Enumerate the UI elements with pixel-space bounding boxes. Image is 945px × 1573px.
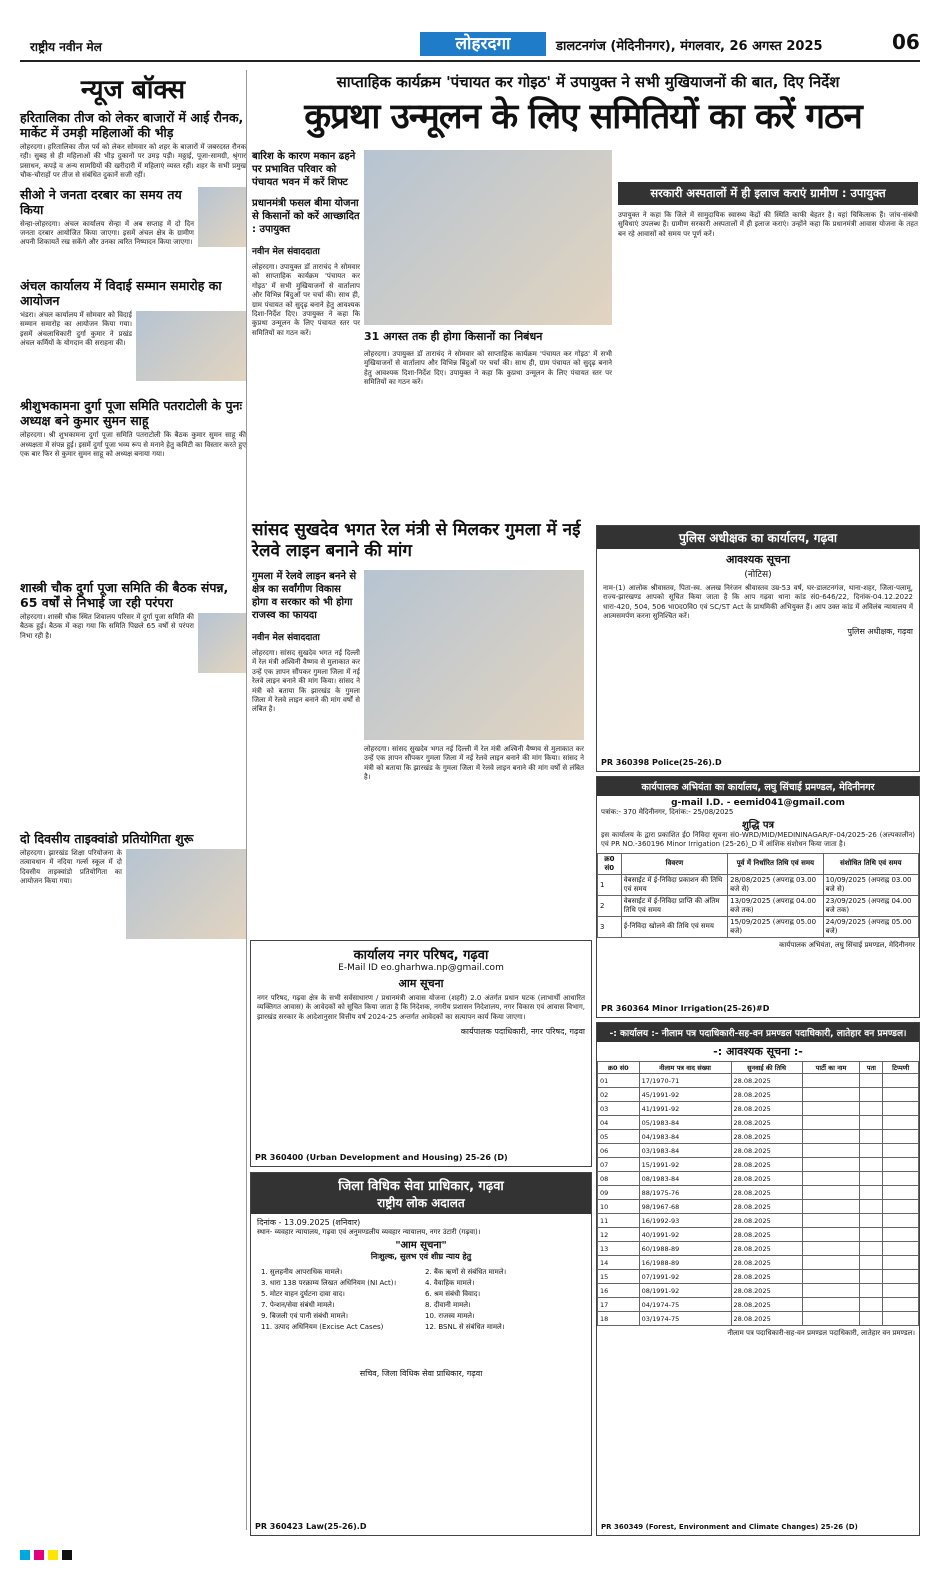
table-cell (883, 1088, 919, 1102)
table-header: संशोधित तिथि एवं समय (823, 853, 918, 874)
table-cell (802, 1088, 860, 1102)
municipal-office: कार्यालय नगर परिषद, गढ़वा (353, 948, 489, 963)
table-cell: 04 (598, 1116, 640, 1130)
section-label: लोहरदगा (420, 32, 546, 56)
legal-tagline: निःशुल्क, सुलभ एवं शीघ्र न्याय हेतु (370, 1252, 472, 1261)
table-cell: 28.08.2025 (731, 1088, 802, 1102)
table-row (598, 1074, 919, 1088)
table-cell (883, 1144, 919, 1158)
case-type: 9. बिजली एवं पानी संबंधी मामले। (261, 1312, 349, 1320)
farewell-photo (136, 311, 246, 381)
table-cell (883, 1186, 919, 1200)
table-cell: 18 (598, 1312, 640, 1326)
table-header: सुनवाई की तिथि (731, 1062, 802, 1074)
table-row (598, 1102, 919, 1116)
table-cell: 3 (598, 916, 622, 937)
table-cell (883, 1074, 919, 1088)
municipal-title: आम सूचना (398, 977, 444, 990)
table-header: टिप्पणी (883, 1062, 919, 1074)
case-type: 6. श्रम संबंधी विवाद। (425, 1290, 481, 1298)
table-cell (883, 1200, 919, 1214)
table-cell: 13 (598, 1242, 640, 1256)
table-cell (802, 1116, 860, 1130)
news-headline: शास्त्री चौक दुर्गा पूजा समिति की बैठक संपन्न, 65 वर्षों से निभाई जा रही परंपरा (20, 579, 229, 610)
table-cell: 98/1967-68 (639, 1200, 731, 1214)
auction-sign: नीलाम पत्र पदाधिकारी-सह-वन प्रमण्डल पदाधिकारी, लातेहार वन प्रमण्डल। (727, 1329, 915, 1337)
table-cell: 17/1970-71 (639, 1074, 731, 1088)
table-cell (883, 1298, 919, 1312)
table-cell: 15/09/2025 (अपराह्न 05.00 बजे) (728, 916, 823, 937)
irrigation-notice (596, 776, 920, 1018)
table-cell: 08/1991-92 (639, 1284, 731, 1298)
auction-code: PR 360349 (Forest, Environment and Climate Changes) 25-26 (D) (601, 1523, 858, 1531)
rail-byline: नवीन मेल संवाददाता (252, 633, 320, 643)
news-headline: अंचल कार्यालय में विदाई सम्मान समारोह का आयोजन (20, 277, 222, 308)
table-header: विवरण (621, 853, 727, 874)
table-row (598, 1298, 919, 1312)
table-row (598, 1186, 919, 1200)
page-number: 06 (892, 30, 920, 54)
table-cell: 28.08.2025 (731, 1214, 802, 1228)
dateline: डालटनगंज (मेदिनीनगर), मंगलवार, 26 अगस्त 2025 (556, 39, 823, 54)
table-cell: 08 (598, 1172, 640, 1186)
table-cell (802, 1130, 860, 1144)
news-body: भंडरा। अंचल कार्यालय में सोमवार को विदाई सम्मान समारोह का आयोजन किया गया। इसमें अंचलाधिकारी दुर्गा कुमार ने प्रखंड अंचल कर्मियों के योगदान की सराहना की। (20, 310, 132, 348)
table-cell: 15 (598, 1270, 640, 1284)
table-cell (883, 1242, 919, 1256)
table-cell: 23/09/2025 (अपराह्न 04.00 बजे तक) (823, 895, 918, 916)
auction-notice (596, 1022, 920, 1536)
table-cell: 08/1983-84 (639, 1172, 731, 1186)
police-body: नाम-(1) आलोक श्रीवास्तव, पिता-स्व. अलख निरंजन श्रीवास्तव उम्र-53 वर्ष, घर-डालटनगंज, थाना-शहर, जिला-पलामू, राज्य-झारखण्ड आपको सूचित किया जाता है कि आप गढ़वा थाना कांड सं0-646/22, दिनांक-04.12.2022 धारा-420, 504, 506 भा0द0वि0 एवं SC/ST Act के प्राथमिकी अभियुक्त हैं। आप उक्त कांड में अविलंब न्यायालय में आत्मसमर्पण करना सुनिश्चित करें। (603, 584, 913, 621)
table-cell: 28.08.2025 (731, 1116, 802, 1130)
table-cell: 28/08/2025 (अपराह्न 03.00 बजे से) (728, 874, 823, 895)
main-story (252, 150, 612, 530)
rail-headline: सांसद सुखदेव भगत रेल मंत्री से मिलकर गुमला में नई रेलवे लाइन बनाने की मांग (252, 520, 581, 561)
table-row (598, 1270, 919, 1284)
table-cell (860, 1284, 883, 1298)
table-cell: 28.08.2025 (731, 1172, 802, 1186)
table-cell: 03/1983-84 (639, 1144, 731, 1158)
news-body: लोहरदगा। शास्त्री चौक स्थित शिवालय परिसर में दुर्गा पूजा समिति की बैठक हुई। बैठक में कहा गया कि समिति पिछले 65 वर्षों से परंपरा निभा रही है। (20, 612, 194, 640)
case-type: 2. बैंक ऋणों से संबंधित मामले। (425, 1268, 507, 1276)
table-cell (883, 1228, 919, 1242)
rail-body: लोहरदगा। सांसद सुखदेव भगत नई दिल्ली में रेल मंत्री अश्विनी वैष्णव से मुलाकात कर उन्हें एक ज्ञापन सौंपकर गुमला जिला में नई रेलवे लाइन बनाने की मांग किया। सांसद ने मंत्री को बताया कि झारखंड के गुमला जिला में रेलवे लाइन बनाने की मांग वर्षों से लंबित है। (252, 649, 360, 714)
table-cell (883, 1116, 919, 1130)
main-kicker: साप्ताहिक कार्यक्रम 'पंचायत कर गोइठ' में उपायुक्त ने सभी मुखियाजनों की बात, दिए निर्देश (336, 73, 840, 91)
main-bullet: बारिश के कारण मकान ढहने पर प्रभावित परिवार को पंचायत भवन में करें शिफ्ट (252, 151, 356, 188)
news-item (20, 110, 246, 181)
hospital-story (618, 182, 918, 522)
table-cell: वेबसाईट में ई-निविदा प्राप्ति की अंतिम तिथि एवं समय (621, 895, 727, 916)
table-cell: 40/1991-92 (639, 1228, 731, 1242)
police-code: PR 360398 Police(25-26).D (601, 758, 722, 767)
photo-caption: 31 अगस्त तक ही होगा किसानों का निबंधन (364, 330, 543, 343)
table-row (598, 1088, 919, 1102)
table-row (598, 1284, 919, 1298)
news-item (20, 398, 246, 459)
table-cell (860, 1228, 883, 1242)
news-headline: हरितालिका तीज को लेकर बाजारों में आई रौनक, मार्केट में उमड़ी महिलाओं की भीड़ (20, 110, 244, 140)
table-cell: 28.08.2025 (731, 1074, 802, 1088)
table-cell: 17 (598, 1298, 640, 1312)
legal-date: दिनांक - 13.09.2025 (शनिवार) (257, 1218, 361, 1227)
legal-case-list (251, 1262, 591, 1338)
police-office: पुलिस अधीक्षक का कार्यालय, गढ़वा (597, 526, 919, 549)
table-cell: 28.08.2025 (731, 1256, 802, 1270)
table-cell: 13/09/2025 (अपराह्न 04.00 बजे तक) (728, 895, 823, 916)
police-notice (596, 525, 920, 772)
table-cell (802, 1256, 860, 1270)
legal-notice (250, 1172, 592, 1536)
table-row (598, 874, 919, 895)
table-cell (802, 1200, 860, 1214)
table-cell (860, 1214, 883, 1228)
table-header: नीलाम पत्र वाद संख्या (639, 1062, 731, 1074)
auction-title: -: आवश्यक सूचना :- (713, 1045, 803, 1058)
table-cell: 28.08.2025 (731, 1130, 802, 1144)
news-body: लोहरदगा। श्री शुभकामना दुर्गा पूजा समिति पतराटोली कि बैठक कुमार सुमन साहू की अध्यक्षता में संपन्न हुई। इसमें दुर्गा पूजा भव्य रूप से मनाने हेतु कमिटी का विस्तार करते हुए एक बार फिर से कुमार सुमन साहू को अध्यक्ष बनाया गया। (20, 431, 246, 459)
table-row (598, 1172, 919, 1186)
table-cell (860, 1172, 883, 1186)
irrigation-table (597, 853, 919, 938)
irrigation-office: कार्यपालक अभियंता का कार्यालय, लघु सिंचाई प्रमण्डल, मेदिनीनगर (597, 777, 919, 796)
table-cell: 02 (598, 1088, 640, 1102)
table-cell: 03 (598, 1102, 640, 1116)
table-cell (802, 1074, 860, 1088)
table-cell: 28.08.2025 (731, 1102, 802, 1116)
table-header: पता (860, 1062, 883, 1074)
registration-marks (20, 1545, 920, 1559)
table-cell: 03/1974-75 (639, 1312, 731, 1326)
auction-office: -: कार्यालय :- नीलाम पत्र पदाधिकारी-सह-वन प्रमण्डल पदाधिकारी, लातेहार वन प्रमण्डल। (597, 1023, 919, 1042)
taekwondo-photo (126, 849, 246, 939)
news-box-title: न्यूज बॉक्स (80, 75, 186, 105)
legal-title: "आम सूचना" (395, 1240, 447, 1251)
table-cell: 15/1991-92 (639, 1158, 731, 1172)
rail-story (252, 520, 592, 935)
table-cell: वेबसाईट में ई-निविदा प्रकाशन की तिथि एवं समय (621, 874, 727, 895)
municipal-body: नगर परिषद, गढ़वा क्षेत्र के सभी सर्वसाधारण / प्रधानमंत्री आवास योजना (शहरी) 2.0 अंतर्गत प्रधान घटक (लाभार्थी आधारित व्यक्तिगत आवास) के आवेदकों को सूचित किया जाता है कि निदेशक, नगरीय प्रशासन निदेशालय, नगर विकास एवं आवास विभाग, झारखंड सरकार के आदेशानुसार वित्तीय वर्ष 2024-25 अन्तर्गत आवेदकों का सत्यापन कार्य किया जाएगा। (257, 994, 585, 1021)
news-item (20, 831, 246, 887)
irrigation-title: शुद्धि पत्र (741, 820, 775, 831)
legal-office: जिला विधिक सेवा प्राधिकार, गढ़वा (251, 1173, 591, 1194)
table-cell (860, 1074, 883, 1088)
irrigation-email: g-mail I.D. - eemid041@gmail.com (671, 798, 845, 808)
table-cell (860, 1102, 883, 1116)
table-cell (860, 1270, 883, 1284)
table-cell (883, 1158, 919, 1172)
table-cell (802, 1228, 860, 1242)
table-cell: 01 (598, 1074, 640, 1088)
municipal-sign: कार्यपालक पदाधिकारी, नगर परिषद, गढ़वा (460, 1027, 585, 1037)
table-row (598, 1158, 919, 1172)
table-cell (802, 1312, 860, 1326)
table-cell (860, 1116, 883, 1130)
case-type: 7. पेन्शन/सेवा संबंधी मामले। (261, 1301, 335, 1309)
case-type: 10. राजस्व मामले। (425, 1312, 475, 1320)
table-cell (802, 1158, 860, 1172)
table-cell: 24/09/2025 (अपराह्न 05.00 बजे) (823, 916, 918, 937)
table-cell: ई-निविदा खोलने की तिथि एवं समय (621, 916, 727, 937)
table-cell (802, 1270, 860, 1284)
table-cell: 28.08.2025 (731, 1298, 802, 1312)
table-cell (802, 1144, 860, 1158)
irrigation-intro: इस कार्यालय के द्वारा प्रकाशित ई0 निविदा सूचना सं0-WRD/MID/MEDININAGAR/F-04/2025-26 (अल्पकालीन) एवं PR NO.-360196 Minor Irrigation (25-26)_D में आंशिक संशोधन किया जाता है। (601, 831, 915, 849)
news-body: लोहरदगा। हरितालिका तीज पर्व को लेकर सोमवार को शहर के बाजारों में जबरदस्त रौनक रही। सुबह से ही महिलाओं की भीड़ दुकानों पर उमड़ पड़ी। मठ्ठाई, पूजा-सामग्री, श्रृंगार प्रसाधन, कपड़े व अन्य सामग्रियों की खरीदारी में महिलाएं व्यस्त रहीं। शहर के सभी प्रमुख चौक-चौराहों पर तीज से संबंधित दुकानें सजी रहीं। (20, 143, 246, 180)
table-cell (883, 1214, 919, 1228)
table-row (598, 1312, 919, 1326)
table-cell (883, 1270, 919, 1284)
table-row (598, 1116, 919, 1130)
auction-table (597, 1061, 919, 1326)
police-title: आवश्यक सूचना (725, 553, 791, 566)
table-row (598, 895, 919, 916)
table-cell (883, 1284, 919, 1298)
rail-meeting-photo (364, 570, 584, 740)
table-cell: 28.08.2025 (731, 1270, 802, 1284)
table-cell (860, 1256, 883, 1270)
table-cell (860, 1088, 883, 1102)
byline: नवीन मेल संवाददाता (252, 247, 320, 257)
legal-subtitle: राष्ट्रीय लोक अदालत (251, 1194, 591, 1214)
legal-code: PR 360423 Law(25-26).D (255, 1522, 367, 1531)
news-headline: सीओ ने जनता दरबार का समय तय किया (20, 186, 182, 217)
table-row (598, 1242, 919, 1256)
irrigation-code: PR 360364 Minor Irrigation(25-26)#D (601, 1004, 770, 1013)
news-item (20, 580, 246, 641)
main-bullet: प्रधानमंत्री फसल बीमा योजना से किसानों को करें आच्छादित : उपायुक्त (252, 198, 360, 235)
table-row (598, 1214, 919, 1228)
table-cell: 05 (598, 1130, 640, 1144)
table-row (598, 1144, 919, 1158)
table-cell (802, 1284, 860, 1298)
co-photo (198, 187, 246, 247)
table-cell: 2 (598, 895, 622, 916)
table-cell: 28.08.2025 (731, 1284, 802, 1298)
table-cell (883, 1312, 919, 1326)
table-cell: 10 (598, 1200, 640, 1214)
table-cell: 16 (598, 1284, 640, 1298)
hospital-body: उपायुक्त ने कहा कि जिले में सामुदायिक स्वास्थ्य केंद्रों की स्थिति काफी बेहतर है। यहां चिकित्सक हैं। जांच-संबंधी सुविधाएं उपलब्ध हैं। ग्रामीण सरकारी अस्पतालों में ही इलाज कराएं। उन्होंने कहा कि प्रधानमंत्री आवास योजना के तहत बन रहे आवासों को समय पर पूर्ण करें। (618, 211, 918, 238)
case-type: 11. उत्पाद अधिनियम (Excise Act Cases) (261, 1323, 384, 1331)
table-cell (802, 1242, 860, 1256)
page-header (20, 30, 920, 62)
case-type: 8. दीवानी मामले। (425, 1301, 471, 1309)
irrigation-ref: पत्रांक:- 370 मेदिनीनगर, दिनांक:- 25/08/2025 (601, 808, 734, 816)
table-row (598, 1130, 919, 1144)
main-body: लोहरदगा। उपायुक्त डॉ ताराचंद ने सोमवार को साप्ताहिक कार्यक्रम 'पंचायत कर गोइठ' में सभी मुखियाजनों से वार्तालाप और विभिन्न बिंदुओं पर चर्चा की। साथ ही, ग्राम पंचायत को सुदृढ़ बनाने हेतु आवश्यक दिशा-निर्देश दिए। उपायुक्त ने कहा कि कुप्रथा उन्मूलन के लिए पंचायत स्तर पर समितियों का गठन करें। (252, 263, 360, 337)
main-headline: कुप्रथा उन्मूलन के लिए समितियों का करें गठन (304, 96, 862, 137)
news-body: सेन्हा-लोहरदगा। अंचल कार्यालय सेन्हा में अब सप्ताह में दो दिन जनता दरबार आयोजित किया जाएगा। इसमें अंचल क्षेत्र के ग्रामीण अपनी शिकायतें रख सकेंगे और उनका त्वरित निष्पादन किया जाएगा। (20, 219, 194, 247)
table-cell: 10/09/2025 (अपराह्न 03.00 बजे से) (823, 874, 918, 895)
table-cell: 88/1975-76 (639, 1186, 731, 1200)
table-cell: 06 (598, 1144, 640, 1158)
table-cell: 28.08.2025 (731, 1228, 802, 1242)
case-type: 12. BSNL से संबंधित मामले। (425, 1323, 505, 1331)
case-type: 5. मोटर वाहन दुर्घटना दावा वाद। (261, 1290, 345, 1298)
table-cell: 04/1983-84 (639, 1130, 731, 1144)
table-cell: 05/1983-84 (639, 1116, 731, 1130)
table-cell: 16/1992-93 (639, 1214, 731, 1228)
table-cell (883, 1130, 919, 1144)
table-row (598, 916, 919, 937)
table-cell (802, 1172, 860, 1186)
table-cell: 07/1991-92 (639, 1270, 731, 1284)
irrigation-sign: कार्यपालक अभियंता, लघु सिंचाई प्रमण्डल, मेदिनीनगर (779, 940, 915, 949)
table-cell: 12 (598, 1228, 640, 1242)
table-cell (860, 1158, 883, 1172)
table-cell (802, 1186, 860, 1200)
table-cell: 45/1991-92 (639, 1088, 731, 1102)
table-row (598, 1256, 919, 1270)
hospital-headline: सरकारी अस्पतालों में ही इलाज कराएं ग्रामीण : उपायुक्त (618, 182, 918, 205)
rail-bullet: गुमला में रेलवे लाइन बनने से क्षेत्र का सर्वांगीण विकास होगा व सरकार को भी होगा राजस्व का फायदा (252, 571, 357, 621)
legal-sign: सचिव, जिला विधिक सेवा प्राधिकार, गढ़वा (359, 1369, 483, 1378)
table-row (598, 1228, 919, 1242)
table-cell: 04/1974-75 (639, 1298, 731, 1312)
table-cell (860, 1200, 883, 1214)
table-cell (883, 1256, 919, 1270)
municipal-email: E-Mail ID eo.gharhwa.np@gmail.com (338, 963, 504, 973)
legal-place: स्थान- व्यवहार न्यायालय, गढ़वा एवं अनुमण्डलीय व्यवहार न्यायालय, नगर उंटारी (गढ़वा)। (257, 1228, 481, 1236)
table-header: क्र0 सं0 (598, 1062, 640, 1074)
police-sign: पुलिस अधीक्षक, गढ़वा (847, 626, 913, 636)
table-cell: 28.08.2025 (731, 1242, 802, 1256)
paper-name: राष्ट्रीय नवीन मेल (30, 40, 102, 54)
table-cell (883, 1172, 919, 1186)
meeting-photo (364, 150, 612, 325)
table-cell: 28.08.2025 (731, 1312, 802, 1326)
rail-body-continued: लोहरदगा। सांसद सुखदेव भगत नई दिल्ली में रेल मंत्री अश्विनी वैष्णव से मुलाकात कर उन्हें एक ज्ञापन सौंपकर गुमला जिला में नई रेलवे लाइन बनाने की मांग किया। सांसद ने मंत्री को बताया कि झारखंड के गुमला जिला में रेलवे लाइन बनाने की मांग वर्षों से लंबित है। (364, 745, 584, 782)
news-item (20, 278, 246, 349)
table-cell (883, 1102, 919, 1116)
table-cell (860, 1242, 883, 1256)
main-body-continued: लोहरदगा। उपायुक्त डॉ ताराचंद ने सोमवार को साप्ताहिक कार्यक्रम 'पंचायत कर गोइठ' में सभी मुखियाजनों से वार्तालाप और विभिन्न बिंदुओं पर चर्चा की। साथ ही, ग्राम पंचायत को सुदृढ़ बनाने हेतु आवश्यक दिशा-निर्देश दिए। उपायुक्त ने कहा कि कुप्रथा उन्मूलन के लिए पंचायत स्तर पर समितियों का गठन करें। (364, 350, 612, 387)
table-row (598, 1200, 919, 1214)
table-cell: 07 (598, 1158, 640, 1172)
table-cell: 28.08.2025 (731, 1158, 802, 1172)
table-cell: 16/1988-89 (639, 1256, 731, 1270)
table-cell (860, 1312, 883, 1326)
table-header: पार्टी का नाम (802, 1062, 860, 1074)
table-cell: 28.08.2025 (731, 1144, 802, 1158)
member-photo (198, 613, 246, 673)
table-cell: 28.08.2025 (731, 1200, 802, 1214)
news-headline: श्रीशुभकामना दुर्गा पूजा समिति पतराटोली के पुनः अध्यक्ष बने कुमार सुमन साहू (20, 398, 243, 429)
case-type: 1. सुलहनीय आपराधिक मामले। (261, 1268, 343, 1276)
case-type: 3. धारा 138 परक्राम्य लिखत अधिनियम (NI Act)। (261, 1279, 397, 1287)
news-item (20, 187, 246, 248)
table-cell: 11 (598, 1214, 640, 1228)
table-header: पूर्व में निर्धारित तिथि एवं समय (728, 853, 823, 874)
table-cell (860, 1186, 883, 1200)
table-cell: 60/1988-89 (639, 1242, 731, 1256)
news-headline: दो दिवसीय ताइक्वांडो प्रतियोगिता शुरू (20, 830, 194, 846)
table-cell: 09 (598, 1186, 640, 1200)
table-cell: 41/1991-92 (639, 1102, 731, 1116)
case-type: 4. वैवाहिक मामले। (425, 1279, 475, 1287)
table-cell (802, 1102, 860, 1116)
police-subtitle: (नोटिस) (744, 570, 772, 580)
table-cell: 28.08.2025 (731, 1186, 802, 1200)
table-header: क्र0 सं0 (598, 853, 622, 874)
table-cell (860, 1144, 883, 1158)
news-body: लोहरदगा। झारखंड शिक्षा परियोजना के तत्वावधान में नदिया गर्ल्स स्कूल में दो दिवसीय ताइक्वांडो प्रतियोगिता का आयोजन किया गया। (20, 848, 122, 886)
news-box (20, 70, 247, 1530)
table-cell: 1 (598, 874, 622, 895)
municipal-notice (250, 940, 592, 1167)
municipal-code: PR 360400 (Urban Development and Housing) 25-26 (D) (255, 1153, 508, 1162)
table-cell: 14 (598, 1256, 640, 1270)
table-cell (860, 1298, 883, 1312)
table-cell (860, 1130, 883, 1144)
table-cell (802, 1214, 860, 1228)
table-cell (802, 1298, 860, 1312)
